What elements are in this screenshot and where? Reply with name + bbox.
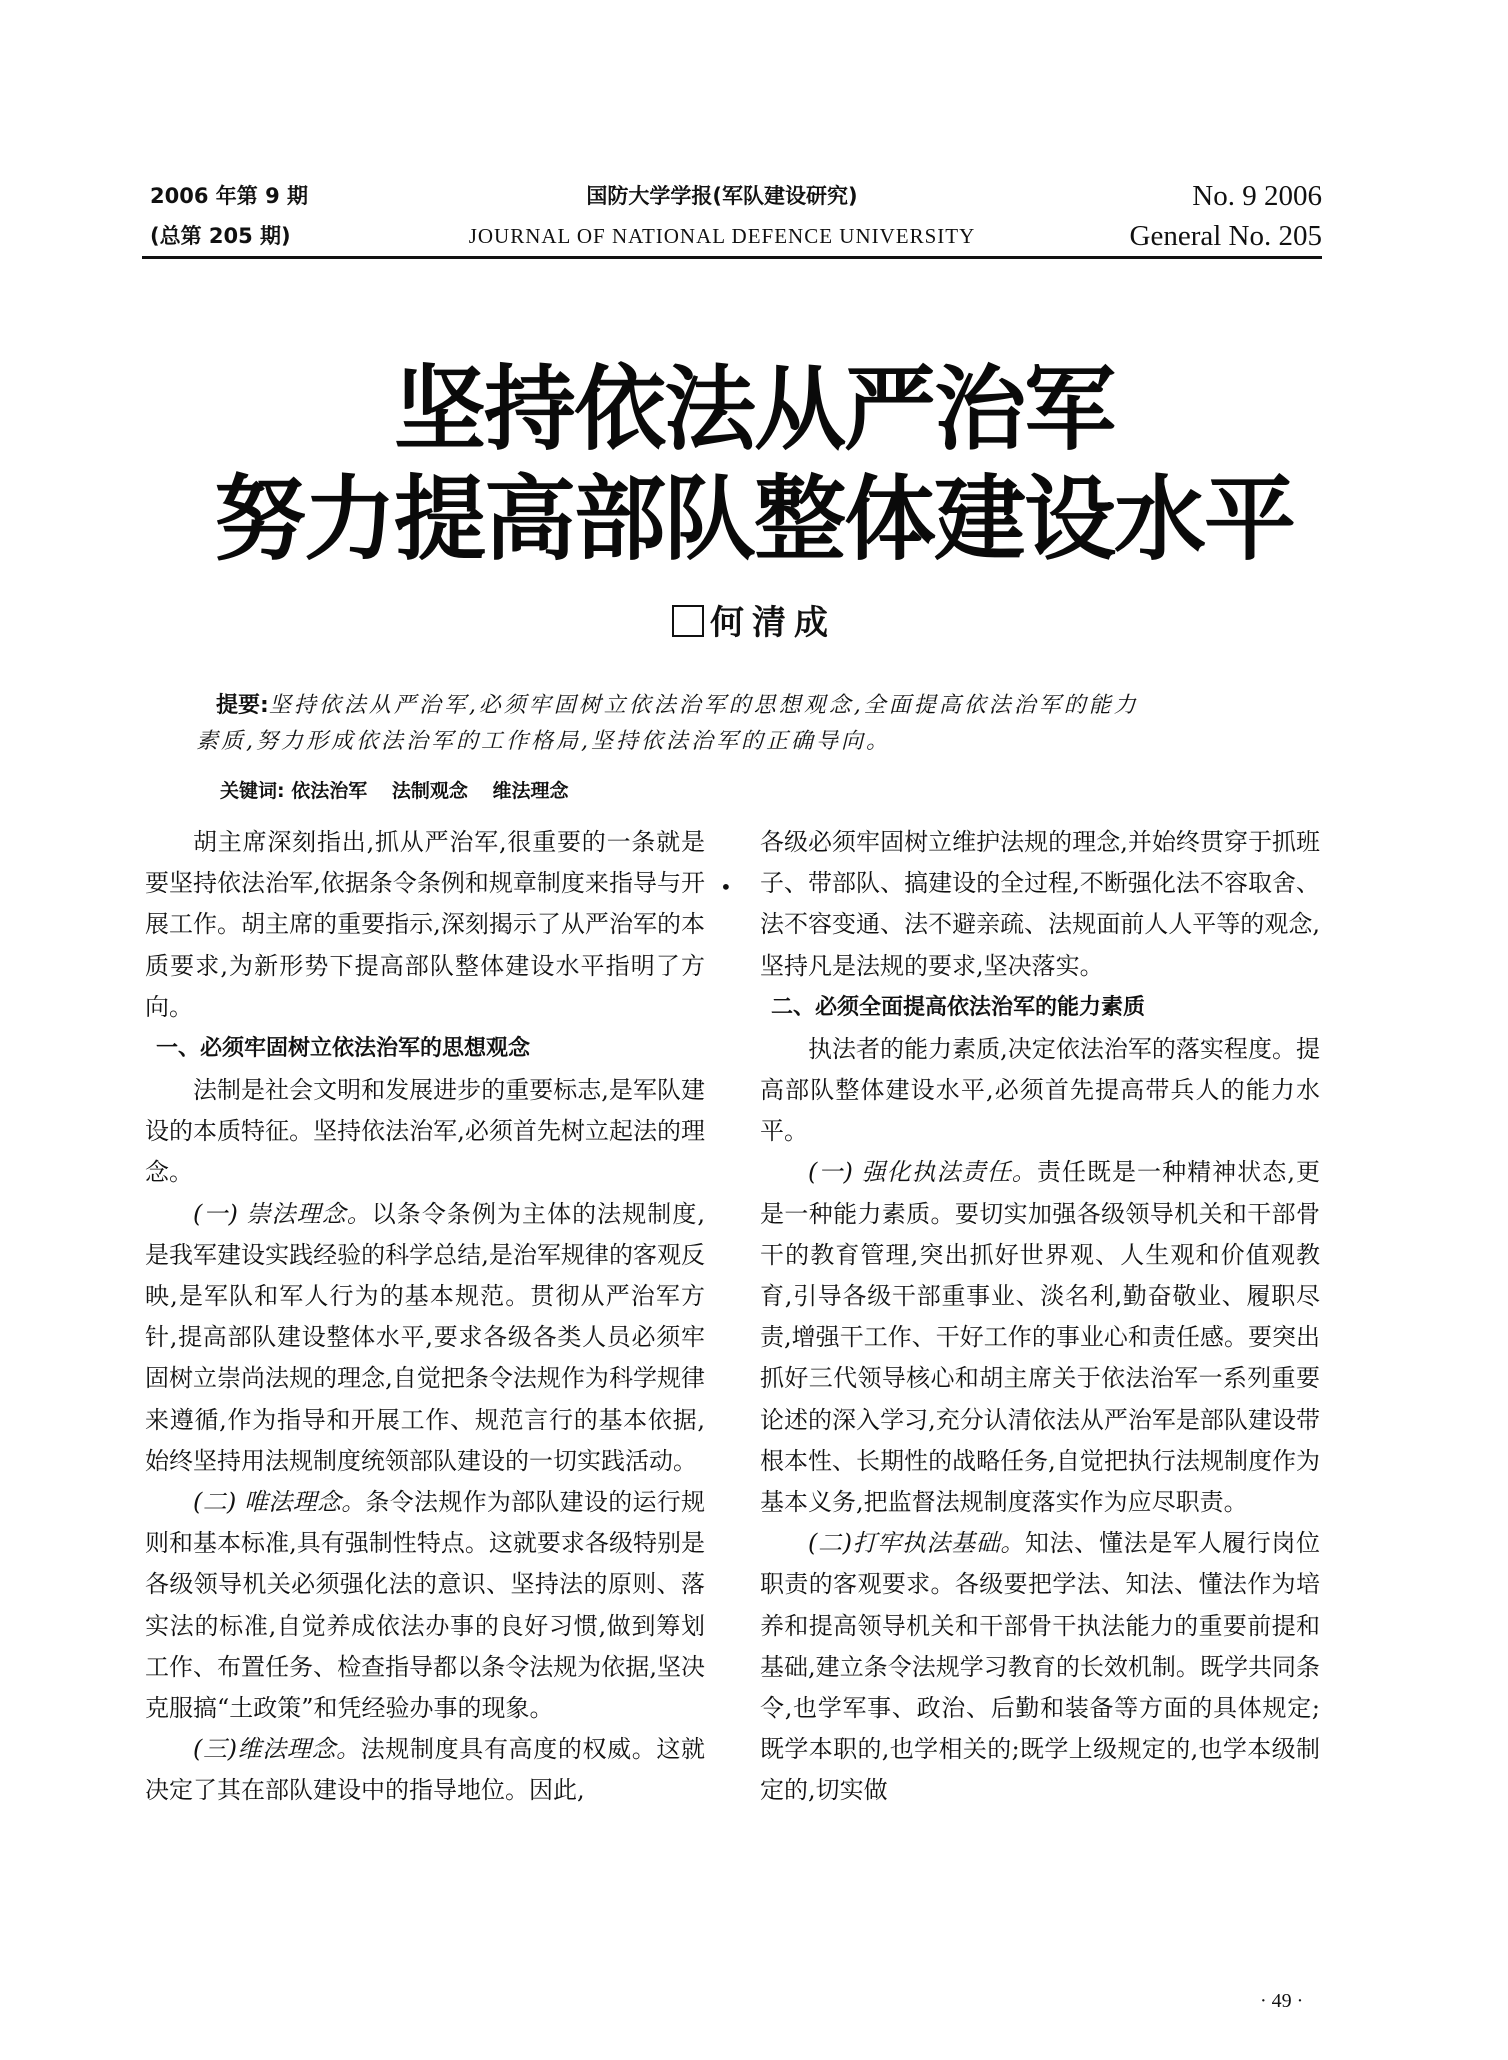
total-issue-cn: (总第 205 期)	[150, 224, 291, 248]
keyword: 维法理念	[492, 780, 569, 802]
paragraph	[145, 1482, 705, 1729]
author-name: 何清成	[710, 603, 836, 643]
abstract-label: 提要:	[216, 693, 269, 718]
section-heading-1: 一、必须牢固树立依法治军的思想观念	[156, 1036, 531, 1062]
journal-name-cn: 国防大学学报(军队建设研究)	[586, 184, 858, 208]
subsection-term: (二)打牢执法基础。	[808, 1529, 1026, 1558]
section-heading-2: 二、必须全面提高依法治军的能力素质	[771, 994, 1146, 1020]
abstract	[196, 688, 1301, 760]
right-column	[760, 822, 1320, 1812]
abstract-line1	[196, 688, 1301, 724]
paragraph-text: 条令法规作为部队建设的运行规则和基本标准,具有强制性特点。这就要求各级特别是各级领导机关必须强化法的意识、坚持法的原则、落实法的标准,自觉养成依法办事的良好习惯,做到筹划工作、布置任务、检查指导都以条令法规为依据,坚决克服搞“土政策”和凭经验办事的现象。	[145, 1488, 706, 1723]
paragraph: 各级必须牢固树立维护法规的理念,并始终贯穿于抓班子、带部队、搞建设的全过程,不断强化法不容取舍、法不容变通、法不避亲疏、法规面前人人平等的观念,坚持凡是法规的要求,坚决落实。	[760, 828, 1320, 980]
paragraph	[760, 1152, 1320, 1523]
paragraph: 法制是社会文明和发展进步的重要标志,是军队建设的本质特征。坚持依法治军,必须首先树立起法的理念。	[145, 1076, 705, 1187]
author-line	[0, 595, 1508, 644]
paragraph	[145, 1194, 705, 1482]
page-number: · 49 ·	[1260, 1990, 1304, 2012]
paragraph	[760, 1523, 1320, 1811]
journal-name-en: JOURNAL OF NATIONAL DEFENCE UNIVERSITY	[468, 224, 976, 248]
paragraph	[145, 1729, 705, 1811]
issue-info-cn	[150, 176, 308, 256]
article-title-line2: 努力提高部队整体建设水平	[213, 465, 1294, 573]
keywords	[220, 776, 587, 803]
abstract-text-2: 素质,努力形成依法治军的工作格局,坚持依法治军的正确导向。	[196, 729, 891, 754]
abstract-line2	[196, 724, 1301, 760]
intro-paragraph: 胡主席深刻指出,抓从严治军,很重要的一条就是要坚持依法治军,依据条令条例和规章制度来指导与开展工作。胡主席的重要指示,深刻揭示了从严治军的本质要求,为新形势下提高部队整体建设水平指明了方向。	[145, 828, 705, 1021]
author-box-icon	[672, 605, 704, 637]
keywords-label: 关键词:	[220, 780, 285, 802]
total-issue-en: General No. 205	[1129, 220, 1322, 252]
issue-number-en: No. 9 2006	[1192, 180, 1322, 212]
issue-info-en	[1130, 176, 1322, 256]
paragraph-text: 法规制度具有高度的权威。这就决定了其在部队建设中的指导地位。因此,	[145, 1735, 705, 1805]
issue-number-cn: 2006 年第 9 期	[150, 184, 308, 208]
subsection-term: (一) 崇法理念。	[193, 1199, 372, 1228]
margin-dot-icon: •	[720, 875, 732, 899]
abstract-text-1: 坚持依法从严治军,必须牢固树立依法治军的思想观念,全面提高依法治军的能力	[268, 693, 1139, 718]
journal-name	[382, 176, 1062, 256]
paragraph: 执法者的能力素质,决定依法治军的落实程度。提高部队整体建设水平,必须首先提高带兵人的能力水平。	[760, 1034, 1320, 1146]
keyword: 法制观念	[391, 780, 468, 802]
subsection-term: (一) 强化执法责任。	[808, 1158, 1037, 1187]
header-rule	[142, 256, 1322, 259]
keyword: 依法治军	[291, 780, 368, 802]
subsection-term: (二) 唯法理念。	[193, 1488, 366, 1517]
subsection-term: (三)维法理念。	[193, 1735, 361, 1764]
paragraph-text: 知法、懂法是军人履行岗位职责的客观要求。各级要把学法、知法、懂法作为培养和提高领导机关和干部骨干执法能力的重要前提和基础,建立条令法规学习教育的长效机制。既学共同条令,也学军事、政治、后勤和装备等方面的具体规定;既学本职的,也学相关的;既学上级规定的,也学本级制定的,切实做	[760, 1529, 1320, 1805]
running-header	[142, 176, 1322, 258]
left-column	[145, 822, 705, 1812]
paragraph-text: 责任既是一种精神状态,更是一种能力素质。要切实加强各级领导机关和干部骨干的教育管理,突出抓好世界观、人生观和价值观教育,引导各级干部重事业、淡名利,勤奋敬业、履职尽责,增强干工作、干好工作的事业心和责任感。要突出抓好三代领导核心和胡主席关于依法治军一系列重要论述的深入学习,充分认清依法从严治军是部队建设带根本性、长期性的战略任务,自觉把执行法规制度作为基本义务,把监督法规制度落实作为应尽职责。	[760, 1158, 1320, 1517]
paragraph-text: 以条令条例为主体的法规制度,是我军建设实践经验的科学总结,是治军规律的客观反映,是军队和军人行为的基本规范。贯彻从严治军方针,提高部队建设整体水平,要求各级各类人员必须牢固树立崇尚法规的理念,自觉把条令法规作为科学规律来遵循,作为指导和开展工作、规范言行的基本依据,始终坚持用法规制度统领部队建设的一切实践活动。	[145, 1199, 705, 1475]
article-title-line1: 坚持依法从严治军	[393, 355, 1114, 463]
